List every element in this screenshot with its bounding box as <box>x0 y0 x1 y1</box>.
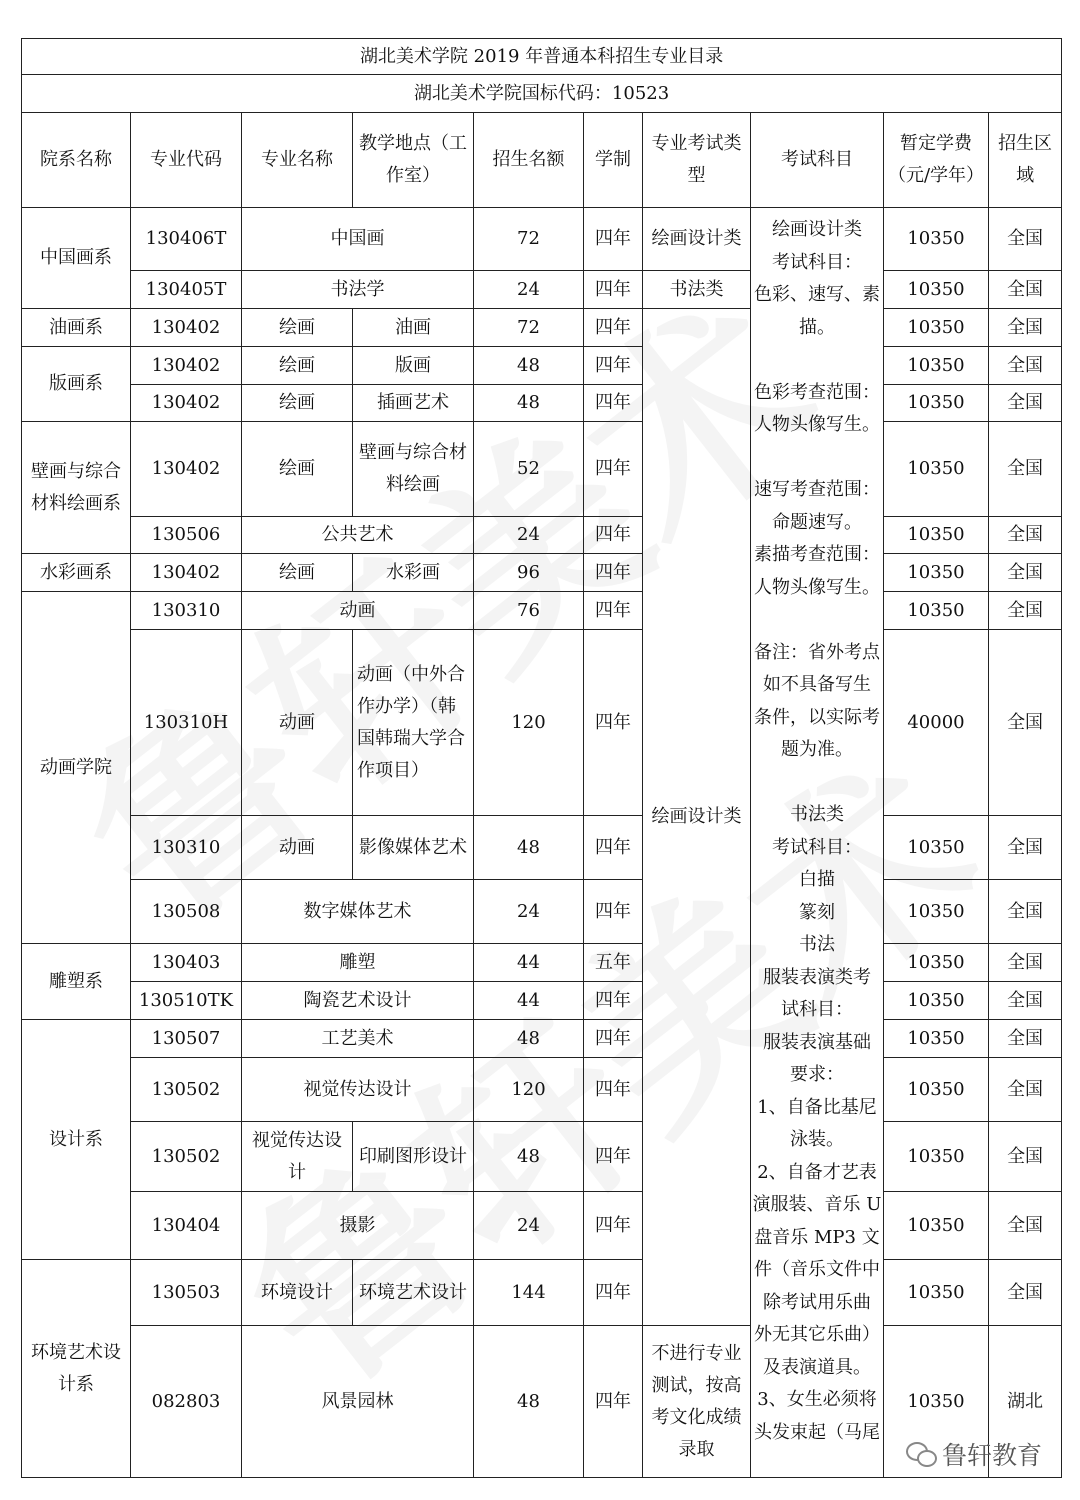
code-cell: 130310 <box>131 592 242 630</box>
exam-subject-line: 服装表演类考 <box>763 966 871 988</box>
table-row <box>22 385 1062 422</box>
exam-type-cell: 不进行专业测试，按高考文化成绩录取 <box>643 1326 751 1478</box>
years-cell: 四年 <box>584 1122 643 1192</box>
exam-subject-line: 速写考查范围： <box>754 479 880 500</box>
wechat-watermark <box>906 1436 1042 1472</box>
dept-cell: 中国画系 <box>22 208 131 309</box>
exam-subject-line: 除考试用乐曲 <box>763 1291 871 1313</box>
exam-subject-line: 及表演道具。 <box>763 1356 871 1378</box>
dept-cell: 版画系 <box>22 347 131 422</box>
fee-cell: 10350 <box>884 1122 989 1192</box>
quota-cell: 76 <box>474 592 584 630</box>
code-cell: 082803 <box>131 1326 242 1478</box>
quota-cell: 120 <box>474 630 584 816</box>
region-cell: 全国 <box>989 982 1062 1020</box>
table-row <box>22 880 1062 944</box>
table-row <box>22 1260 1062 1326</box>
dept-cell: 油画系 <box>22 309 131 347</box>
exam-subject-line: 命题速写。 <box>772 511 862 533</box>
quota-cell: 48 <box>474 816 584 880</box>
quota-cell: 48 <box>474 1122 584 1192</box>
quota-cell: 48 <box>474 347 584 385</box>
fee-cell: 10350 <box>884 1192 989 1260</box>
quota-cell: 48 <box>474 1020 584 1058</box>
exam-subject-line: 素描考查范围： <box>754 544 880 565</box>
fee-cell: 10350 <box>884 554 989 592</box>
code-cell: 130402 <box>131 347 242 385</box>
quota-cell: 24 <box>474 271 584 309</box>
years-cell: 四年 <box>584 1326 643 1478</box>
code-cell: 130402 <box>131 385 242 422</box>
admission-catalog-table <box>21 38 1062 1478</box>
header-fee: 暂定学费（元/学年） <box>884 113 989 208</box>
quota-cell: 24 <box>474 880 584 944</box>
years-cell: 四年 <box>584 422 643 517</box>
quota-cell: 24 <box>474 517 584 554</box>
header-years: 学制 <box>584 113 643 208</box>
table-row <box>22 271 1062 309</box>
quota-cell: 72 <box>474 309 584 347</box>
years-cell: 四年 <box>584 982 643 1020</box>
quota-cell: 44 <box>474 944 584 982</box>
table-row <box>22 1058 1062 1122</box>
exam-subject-line: 3、女生必须将 <box>757 1389 877 1410</box>
header-code: 专业代码 <box>131 113 242 208</box>
code-cell: 130510TK <box>131 982 242 1020</box>
region-cell: 全国 <box>989 880 1062 944</box>
major-cell: 书法学 <box>242 271 474 309</box>
code-cell: 130402 <box>131 309 242 347</box>
location-cell: 插画艺术 <box>353 385 474 422</box>
table-row <box>22 592 1062 630</box>
major-cell: 动画 <box>242 630 353 816</box>
location-cell: 环境艺术设计 <box>353 1260 474 1326</box>
fee-cell: 10350 <box>884 1326 989 1478</box>
exam-subject-line: 考试科目： <box>772 836 862 858</box>
dept-cell: 雕塑系 <box>22 944 131 1020</box>
exam-subject-line: 书法 <box>799 934 835 955</box>
exam-subject-line: 备注：省外考点 <box>754 641 880 663</box>
years-cell: 四年 <box>584 554 643 592</box>
exam-subject-line: 演服装、音乐 U <box>752 1194 882 1215</box>
exam-subject-line: 书法类 <box>790 804 844 825</box>
fee-cell: 10350 <box>884 1260 989 1326</box>
region-cell: 全国 <box>989 517 1062 554</box>
exam-subject-line: 人物头像写生。 <box>754 414 880 435</box>
major-cell: 绘画 <box>242 347 353 385</box>
header-quota: 招生名额 <box>474 113 584 208</box>
years-cell: 四年 <box>584 1260 643 1326</box>
location-cell: 影像媒体艺术 <box>353 816 474 880</box>
quota-cell: 48 <box>474 385 584 422</box>
exam-subject-line <box>751 604 883 637</box>
region-cell: 全国 <box>989 1260 1062 1326</box>
region-cell: 全国 <box>989 309 1062 347</box>
exam-subject-line: 试科目： <box>781 999 853 1020</box>
table-row <box>22 944 1062 982</box>
major-cell: 绘画 <box>242 422 353 517</box>
code-cell: 130310 <box>131 816 242 880</box>
header-region: 招生区域 <box>989 113 1062 208</box>
major-cell: 绘画 <box>242 554 353 592</box>
code-cell: 130406T <box>131 208 242 271</box>
quota-cell: 52 <box>474 422 584 517</box>
exam-subject-line <box>751 767 883 800</box>
major-cell: 摄影 <box>242 1192 474 1260</box>
major-cell: 动画 <box>242 592 474 630</box>
table-row <box>22 1122 1062 1192</box>
quota-cell: 44 <box>474 982 584 1020</box>
major-cell: 视觉传达设计 <box>242 1122 353 1192</box>
major-cell: 视觉传达设计 <box>242 1058 474 1122</box>
exam-subject-line: 要求： <box>790 1064 844 1085</box>
fee-cell: 10350 <box>884 944 989 982</box>
exam-subject-line: 考试科目： <box>772 251 862 273</box>
code-cell: 130405T <box>131 271 242 309</box>
region-cell: 全国 <box>989 816 1062 880</box>
fee-cell: 10350 <box>884 385 989 422</box>
quota-cell: 48 <box>474 1326 584 1478</box>
header-dept: 院系名称 <box>22 113 131 208</box>
region-cell: 全国 <box>989 592 1062 630</box>
exam-subject-line: 2、自备才艺表 <box>757 1161 877 1183</box>
exam-subject-line: 人物头像写生。 <box>754 576 880 598</box>
header-location: 教学地点（工作室） <box>353 113 474 208</box>
code-cell: 130310H <box>131 630 242 816</box>
region-cell: 全国 <box>989 271 1062 309</box>
major-cell: 雕塑 <box>242 944 474 982</box>
location-cell: 水彩画 <box>353 554 474 592</box>
region-cell: 全国 <box>989 1020 1062 1058</box>
exam-subject-line: 如不具备写生 <box>763 674 871 695</box>
header-exam-subjects: 考试科目 <box>751 113 884 208</box>
region-cell: 全国 <box>989 422 1062 517</box>
header-major: 专业名称 <box>242 113 353 208</box>
fee-cell: 10350 <box>884 208 989 271</box>
exam-subject-line: 绘画设计类 <box>772 219 862 240</box>
dept-cell: 水彩画系 <box>22 554 131 592</box>
quota-cell: 120 <box>474 1058 584 1122</box>
dept-cell: 环境艺术设计系 <box>22 1260 131 1478</box>
region-cell: 全国 <box>989 1122 1062 1192</box>
years-cell: 四年 <box>584 271 643 309</box>
wechat-icon <box>906 1442 936 1466</box>
major-cell: 中国画 <box>242 208 474 271</box>
fee-cell: 10350 <box>884 880 989 944</box>
code-cell: 130506 <box>131 517 242 554</box>
fee-cell: 10350 <box>884 1058 989 1122</box>
exam-subjects-text <box>751 208 883 1449</box>
exam-type-merged-cell: 绘画设计类 <box>643 309 751 1326</box>
code-cell: 130402 <box>131 422 242 517</box>
institution-code: 湖北美术学院国标代码：10523 <box>22 75 1062 113</box>
quota-cell: 24 <box>474 1192 584 1260</box>
major-cell: 动画 <box>242 816 353 880</box>
table-row <box>22 517 1062 554</box>
quota-cell: 96 <box>474 554 584 592</box>
code-cell: 130502 <box>131 1122 242 1192</box>
region-cell: 全国 <box>989 385 1062 422</box>
exam-subject-line: 外无其它乐曲） <box>754 1324 880 1345</box>
wechat-label: 鲁轩教育 <box>941 1441 1042 1470</box>
fee-cell: 10350 <box>884 309 989 347</box>
dept-cell: 动画学院 <box>22 592 131 944</box>
exam-subject-line: 件（音乐文件中 <box>754 1259 880 1280</box>
exam-subject-line: 色彩考查范围： <box>754 381 880 403</box>
region-cell: 湖北 <box>989 1326 1062 1478</box>
region-cell: 全国 <box>989 554 1062 592</box>
major-cell: 陶瓷艺术设计 <box>242 982 474 1020</box>
location-cell: 油画 <box>353 309 474 347</box>
fee-cell: 10350 <box>884 592 989 630</box>
fee-cell: 10350 <box>884 517 989 554</box>
major-cell: 数字媒体艺术 <box>242 880 474 944</box>
region-cell: 全国 <box>989 1192 1062 1260</box>
exam-subject-line: 描。 <box>799 316 835 338</box>
code-cell: 130403 <box>131 944 242 982</box>
table-row <box>22 1192 1062 1260</box>
fee-cell: 10350 <box>884 816 989 880</box>
years-cell: 四年 <box>584 1020 643 1058</box>
exam-subject-line: 篆刻 <box>799 901 835 923</box>
table-row <box>22 816 1062 880</box>
exam-type-cell: 书法类 <box>643 271 751 309</box>
exam-subject-line: 头发束起（马尾 <box>754 1421 880 1443</box>
years-cell: 四年 <box>584 816 643 880</box>
header-exam-type: 专业考试类型 <box>643 113 751 208</box>
major-cell: 绘画 <box>242 385 353 422</box>
years-cell: 四年 <box>584 208 643 271</box>
table-row <box>22 554 1062 592</box>
major-cell: 工艺美术 <box>242 1020 474 1058</box>
code-cell: 130503 <box>131 1260 242 1326</box>
years-cell: 四年 <box>584 1058 643 1122</box>
code-cell: 130502 <box>131 1058 242 1122</box>
code-cell: 130507 <box>131 1020 242 1058</box>
exam-type-cell: 绘画设计类 <box>643 208 751 271</box>
dept-cell: 设计系 <box>22 1020 131 1260</box>
table-row <box>22 1020 1062 1058</box>
table-row <box>22 630 1062 816</box>
location-cell: 版画 <box>353 347 474 385</box>
years-cell: 四年 <box>584 880 643 944</box>
table-row <box>22 982 1062 1020</box>
location-cell: 印刷图形设计 <box>353 1122 474 1192</box>
exam-subject-line: 服装表演基础 <box>763 1031 871 1053</box>
header-row <box>22 113 1062 208</box>
fee-cell: 10350 <box>884 347 989 385</box>
table-row <box>22 309 1062 347</box>
exam-subjects-cell <box>751 208 884 1478</box>
code-cell: 130508 <box>131 880 242 944</box>
exam-subject-line: 盘音乐 MP3 文 <box>754 1226 880 1248</box>
fee-cell: 10350 <box>884 271 989 309</box>
exam-subject-line: 题为准。 <box>781 739 853 760</box>
major-cell: 绘画 <box>242 309 353 347</box>
quota-cell: 144 <box>474 1260 584 1326</box>
years-cell: 五年 <box>584 944 643 982</box>
exam-subject-line: 条件，以实际考 <box>754 706 880 728</box>
fee-cell: 40000 <box>884 630 989 816</box>
years-cell: 四年 <box>584 385 643 422</box>
exam-subject-line: 色彩、速写、素 <box>754 284 880 305</box>
exam-subject-line <box>751 442 883 475</box>
quota-cell: 72 <box>474 208 584 271</box>
years-cell: 四年 <box>584 592 643 630</box>
major-cell: 公共艺术 <box>242 517 474 554</box>
years-cell: 四年 <box>584 309 643 347</box>
major-cell: 风景园林 <box>242 1326 474 1478</box>
years-cell: 四年 <box>584 630 643 816</box>
years-cell: 四年 <box>584 1192 643 1260</box>
dept-cell: 壁画与综合材料绘画系 <box>22 422 131 554</box>
fee-cell: 10350 <box>884 422 989 517</box>
region-cell: 全国 <box>989 630 1062 816</box>
code-cell: 130402 <box>131 554 242 592</box>
fee-cell: 10350 <box>884 1020 989 1058</box>
exam-subject-line: 1、自备比基尼 <box>757 1096 877 1118</box>
major-cell: 环境设计 <box>242 1260 353 1326</box>
region-cell: 全国 <box>989 944 1062 982</box>
years-cell: 四年 <box>584 517 643 554</box>
exam-subject-line <box>751 344 883 377</box>
table-row <box>22 347 1062 385</box>
location-cell: 动画（中外合作办学）（韩国韩瑞大学合作项目） <box>353 630 474 816</box>
years-cell: 四年 <box>584 347 643 385</box>
region-cell: 全国 <box>989 347 1062 385</box>
table-row <box>22 422 1062 517</box>
table-title: 湖北美术学院 2019 年普通本科招生专业目录 <box>22 39 1062 75</box>
code-cell: 130404 <box>131 1192 242 1260</box>
exam-subject-line: 泳装。 <box>790 1129 844 1150</box>
region-cell: 全国 <box>989 208 1062 271</box>
fee-cell: 10350 <box>884 982 989 1020</box>
region-cell: 全国 <box>989 1058 1062 1122</box>
table-row <box>22 208 1062 271</box>
exam-subject-line: 白描 <box>799 869 835 890</box>
location-cell: 壁画与综合材料绘画 <box>353 422 474 517</box>
